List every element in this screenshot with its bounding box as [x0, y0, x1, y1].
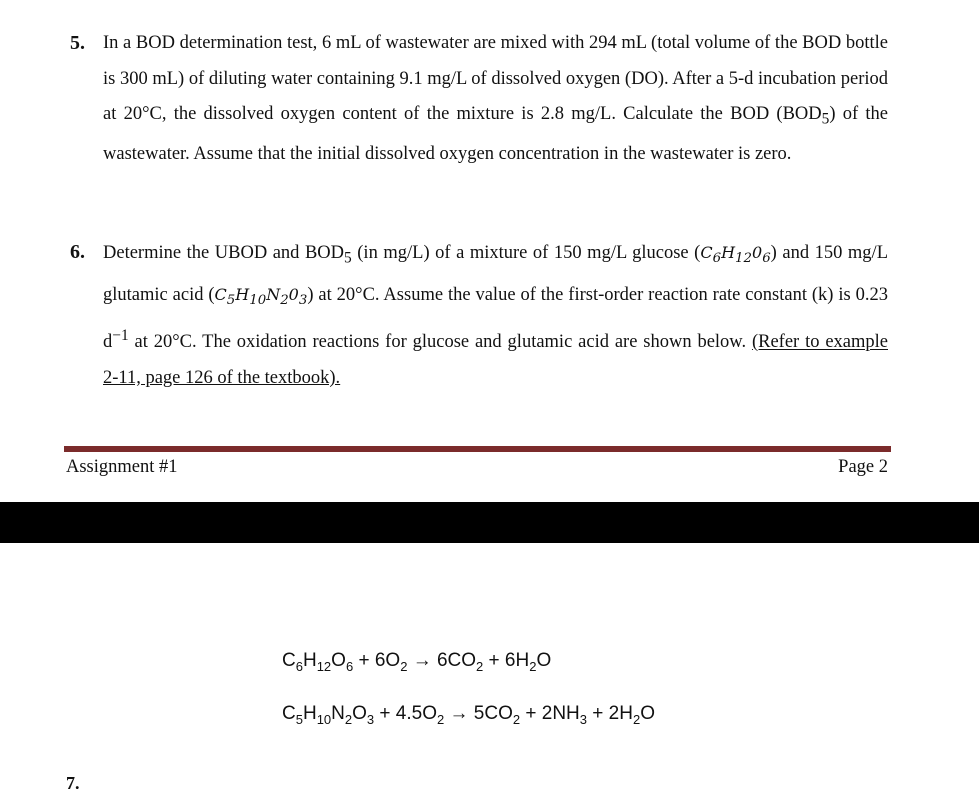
text: ) at 20°C. Assume the value of the first-order reaction rate constant (k) is 0.23 d: [103, 284, 888, 353]
page-footer: [66, 457, 888, 478]
glucose-formula: $C_6H_{12}0_6$: [700, 243, 771, 267]
glutamic-acid-equation: $C_5H_{10}N_2O_3 + 4.5O_2 \to 5CO_2 + 2NH_3 + 2H_2O$: [282, 703, 655, 727]
text: ) and 150 mg/L glutamic acid (: [103, 243, 888, 305]
superscript: −1: [112, 327, 129, 345]
question-number: 6.: [70, 241, 85, 263]
textbook-reference: (Refer to example 2-11, page 126 of the textbook).: [103, 332, 888, 389]
text: In a BOD determination test, 6 mL of wastewater are mixed with 294 mL (total volume of the BOD bottle is 300 mL) of diluting water containing 9.1 mg/L of dissolved oxygen (DO). After a 5-d incubation period at 20°C, the dissolved oxygen content of the mixture is 2.8 mg/L. Calculate the BOD (BOD: [103, 33, 888, 124]
footer-assignment: Assignment #1: [66, 457, 178, 477]
footer-rule: [64, 446, 891, 452]
question-text: [103, 26, 888, 173]
question-6: [70, 235, 888, 397]
subscript: 5: [344, 249, 352, 267]
page-separator: [0, 502, 979, 543]
next-question-cutoff: 7.: [66, 773, 80, 793]
subscript: 5: [821, 110, 830, 128]
glutamic-formula: $C_5H_{10}N_20_3$: [214, 284, 308, 308]
question-number: 5.: [70, 32, 85, 54]
text: (in mg/L) of a mixture of 150 mg/L glucose (: [351, 243, 701, 263]
footer-page-number: Page 2: [838, 457, 888, 477]
question-5: [70, 26, 888, 173]
text: at 20°C. The oxidation reactions for glucose and glutamic acid are shown below.: [128, 332, 752, 353]
glucose-equation: $C_6H_{12}O_6 + 6O_2 \to 6CO_2 + 6H_2O$: [282, 650, 552, 674]
text: ) of the wastewater. Assume that the initial dissolved oxygen concentration in the wastewater is zero.: [103, 104, 888, 165]
question-text: [103, 235, 888, 397]
text: Determine the UBOD and BOD: [103, 243, 345, 263]
